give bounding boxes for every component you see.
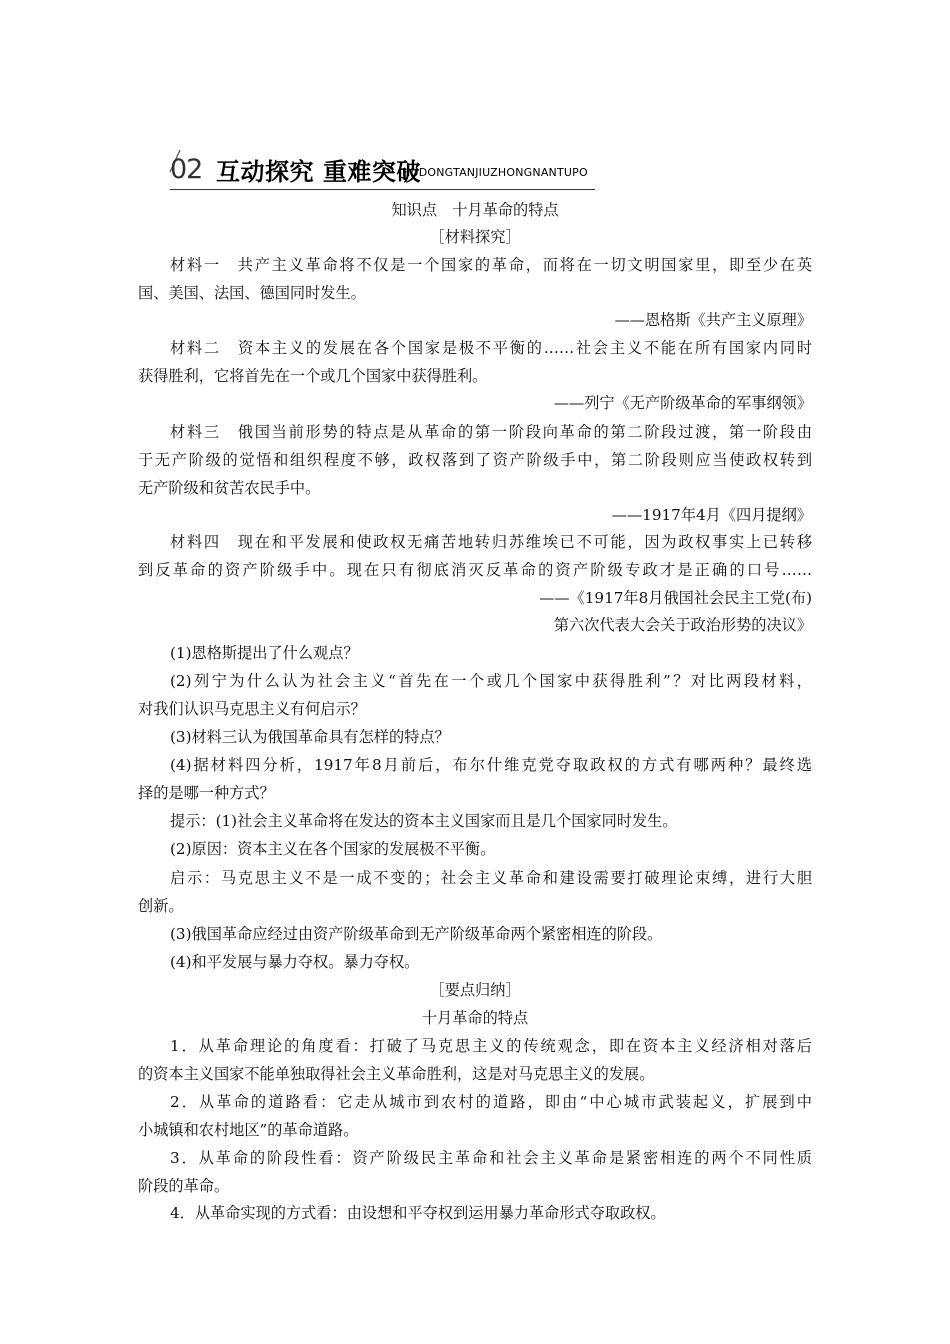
section-title: 互动探究 重难突破 — [216, 158, 421, 186]
text-line: 获得胜利，它将首先在一个或几个国家中获得胜利。 — [138, 367, 488, 385]
text-line: 4．从革命实现的方式看：由设想和平夺权到运用暴力革命形式夺取政权。 — [170, 1204, 666, 1222]
text-line: 知识点 十月革命的特点 — [391, 201, 559, 219]
text-line: (2)原因：资本主义在各个国家的发展极不平衡。 — [170, 840, 496, 858]
text-line: 到反革命的资产阶级手中。现在只有彻底消灭反革命的资产阶级专政才是正确的口号…… — [138, 561, 812, 579]
text-line: 2．从革命的道路看：它走从城市到农村的道路，即由“中心城市武装起义，扩展到中 — [170, 1093, 812, 1111]
text-line: 国、美国、法国、德国同时发生。 — [138, 284, 366, 302]
text-line: (3)俄国革命应经过由资产阶级革命到无产阶级革命两个紧密相连的阶段。 — [170, 925, 663, 943]
text-line: 材料三 俄国当前形势的特点是从革命的第一阶段向革命的第二阶段过渡，第一阶段由 — [170, 423, 812, 441]
text-line: (1)恩格斯提出了什么观点？ — [170, 644, 359, 662]
text-line: 于无产阶级的觉悟和组织程度不够，政权落到了资产阶级手中，第二阶段则应当使政权转到 — [138, 451, 812, 469]
text-line: 1．从革命理论的角度看：打破了马克思主义的传统观念，即在资本主义经济相对落后 — [170, 1037, 812, 1055]
text-line: 十月革命的特点 — [421, 1009, 529, 1027]
text-line: ——列宁《无产阶级革命的军事纲领》 — [553, 394, 812, 412]
text-line: 小城镇和农村地区”的革命道路。 — [138, 1121, 359, 1139]
section-pinyin: HUDONGTANJIUZHONGNANTUPO — [402, 166, 588, 179]
text-line: 材料四 现在和平发展和使政权无痛苦地转归苏维埃已不可能，因为政权事实上已转移 — [170, 533, 812, 551]
text-line: ——1917年4月《四月提纲》 — [611, 506, 812, 524]
text-line: 对我们认识马克思主义有何启示？ — [138, 700, 366, 718]
section-number: 02 — [170, 154, 203, 185]
text-line: 阶段的革命。 — [138, 1177, 230, 1195]
text-line: 材料一 共产主义革命将不仅是一个国家的革命，而将在一切文明国家里，即至少在英 — [170, 256, 812, 274]
text-line: ——恩格斯《共产主义原理》 — [614, 311, 812, 329]
text-line: 提示：(1)社会主义革命将在发达的资本主义国家而且是几个国家同时发生。 — [170, 812, 678, 830]
text-line: 材料二 资本主义的发展在各个国家是极不平衡的……社会主义不能在所有国家内同时 — [170, 339, 812, 357]
text-line: 3．从革命的阶段性看：资产阶级民主革命和社会主义革命是紧密相连的两个不同性质 — [170, 1149, 812, 1167]
text-line: 第六次代表大会关于政治形势的决议》 — [553, 616, 812, 634]
text-line: 无产阶级和贫苦农民手中。 — [138, 479, 321, 497]
text-line: 择的是哪一种方式？ — [138, 784, 275, 802]
text-line: ［要点归纳］ — [429, 981, 521, 999]
header-rule — [170, 189, 595, 190]
text-line: (4)据材料四分析，1917年8月前后，布尔什维克党夺取政权的方式有哪两种？最终选 — [170, 756, 812, 774]
text-line: (3)材料三认为俄国革命具有怎样的特点？ — [170, 728, 450, 746]
text-line: 创新。 — [138, 897, 184, 915]
text-line: 的资本主义国家不能单独取得社会主义革命胜利，这是对马克思主义的发展。 — [138, 1065, 655, 1083]
text-line: (4)和平发展与暴力夺权。暴力夺权。 — [170, 953, 420, 971]
text-line: (2)列宁为什么认为社会主义“首先在一个或几个国家中获得胜利”？对比两段材料， — [170, 672, 812, 690]
section-header — [170, 148, 595, 190]
text-line: 启示：马克思主义不是一成不变的；社会主义革命和建设需要打破理论束缚，进行大胆 — [170, 869, 812, 887]
text-line: ——《1917年8月俄国社会民主工党(布) — [539, 589, 812, 607]
text-line: ［材料探究］ — [429, 228, 521, 246]
